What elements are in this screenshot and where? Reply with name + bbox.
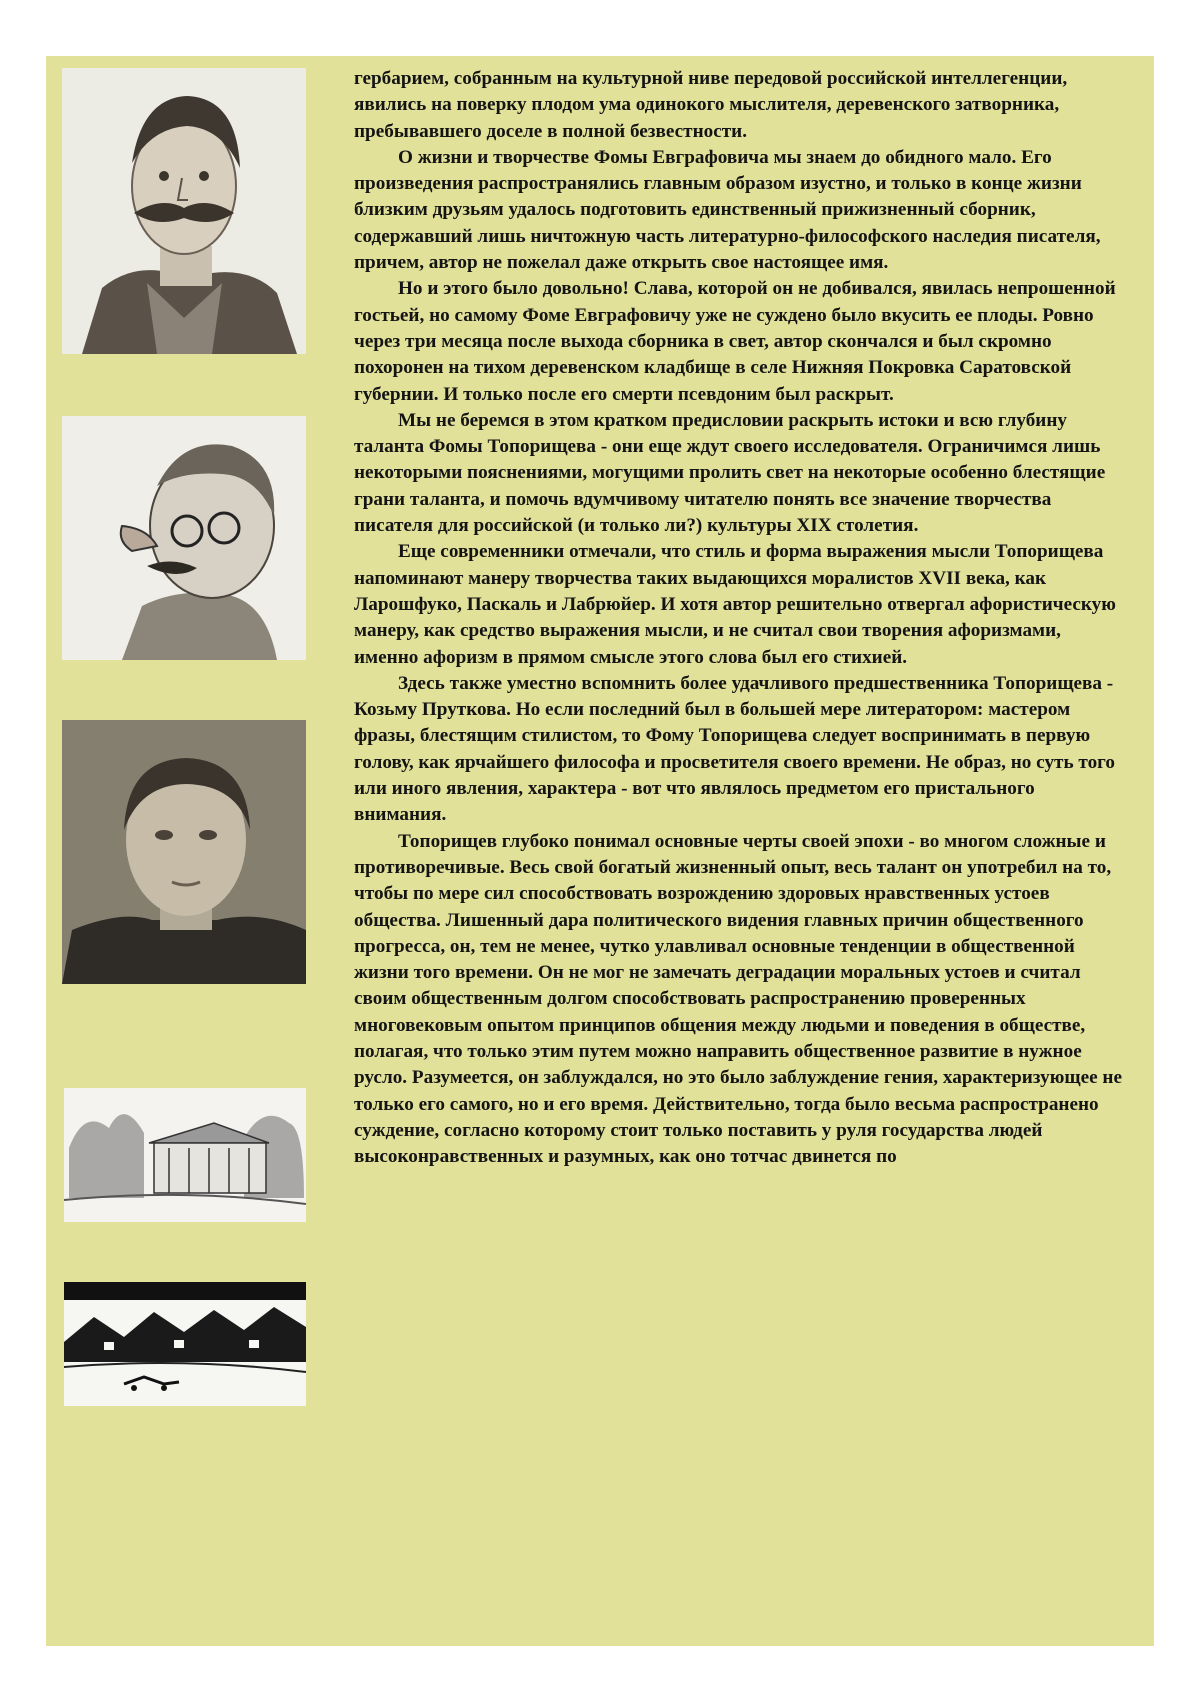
winter-village-sketch-image	[64, 1282, 306, 1406]
article-text	[354, 66, 1124, 1170]
paragraph: Топорищев глубоко понимал основные черты своей эпохи - во многом сложные и противоречивые. Весь свой богатый жизненный опыт, весь талант он употребил на то, чтобы по мере сил способствовать возрождению здоровых нравственных устоев общества. Лишенный дара политического видения главных причин общественного прогресса, он, тем не менее, чутко улавливал основные тенденции в общественной жизни того времени. Он не мог не замечать деградации моральных устоев и считал своим общественным долгом способствовать распространению проверенных многовековым опытом принципов общения между людьми и поведения в обществе, полагая, что только этим путем можно направить общественное развитие в нужное русло. Разумеется, он заблуждался, но это было заблуждение гения, характеризующее не только его самого, но и его время. Действительно, тогда было весьма распространено суждение, согласно которому стоит только поставить у руля государства людей высоконравственных и разумных, как оно тотчас двинется по	[354, 830, 1122, 1168]
paragraph: О жизни и творчестве Фомы Евграфовича мы знаем до обидного мало. Его произведения распространялись главным образом изустно, и только в конце жизни близким друзьям удалось подготовить единственный прижизненный сборник, содержавший лишь ничтожную часть литературно-философского наследия писателя, причем, автор не пожелал даже открыть свое настоящее имя.	[354, 146, 1101, 274]
paragraph: Мы не беремся в этом кратком предисловии раскрыть истоки и всю глубину таланта Фомы Топорищева - они еще ждут своего исследователя. Ограничимся лишь некоторыми пояснениями, могущими пролить свет на некоторые особенно блестящие грани таланта, и помочь вдумчивому читателю понять все значение творчества писателя для российской (и только ли?) культуры XIX столетия.	[354, 409, 1106, 537]
paragraph: Но и этого было довольно! Слава, которой он не добивался, явилась непрошенной гостьей, но самому Фоме Евграфовичу уже не суждено было вкусить ее плоды. Ровно через три месяца после выхода сборника в свет, автор скончался и был скромно похоронен на тихом деревенском кладбище в селе Нижняя Покровка Саратовской губернии. И только после его смерти псевдоним был раскрыт.	[354, 278, 1116, 405]
paragraph: гербарием, собранным на культурной ниве передовой российской интеллегенции, явились на поверку плодом ума одинокого мыслителя, деревенского затворника, пребывавшего доселе в полной безвестности.	[354, 68, 1068, 142]
portrait-caricature-image	[62, 416, 306, 660]
portrait-photo-image	[62, 720, 306, 984]
paragraph: Здесь также уместно вспомнить более удачливого предшественника Топорищева - Козьму Пруткова. Но если последний был в большей мере литератором: мастером фразы, блестящим стилистом, то Фому Топорищева следует воспринимать в первую голову, как ярчайшего философа и просветителя своего времени. Не образ, но суть того или иного явления, характера - вот что являлось предметом его пристального внимания.	[354, 672, 1116, 826]
manor-house-sketch-image	[64, 1088, 306, 1222]
paragraph: Еще современники отмечали, что стиль и форма выражения мысли Топорищева напоминают манеру творчества таких выдающихся моралистов XVII века, как Ларошфуко, Паскаль и Лабрюйер. И хотя автор решительно отвергал афористическую манеру, как средство выражения мысли, и не считал свои творения афоризмами, именно афоризм в прямом смысле этого слова был его стихией.	[354, 541, 1116, 668]
portrait-officer-image	[62, 68, 306, 354]
